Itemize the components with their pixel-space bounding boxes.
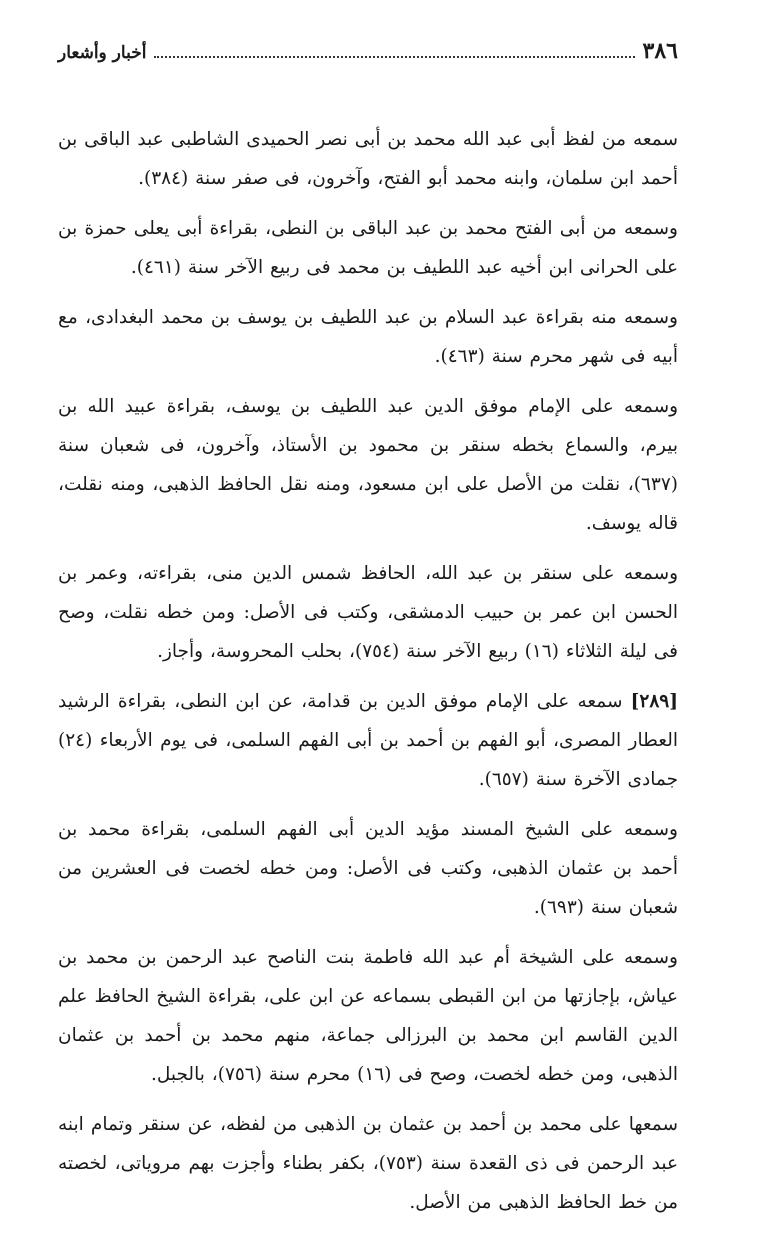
paragraph [58, 120, 678, 198]
paragraph [58, 387, 678, 543]
entry-number: [٢٨٩] [630, 691, 678, 712]
paragraph-text: سمعها على محمد بن أحمد بن عثمان بن الذهبى من لفظه، عن سنقر وتمام ابنه عبد الرحمن فى ذى القعدة سنة (٧٥٣)، بكفر بطناء وأجزت بهم مروياتى، لخصته من خط الحافظ الذهبى من الأصل. [58, 1114, 678, 1213]
paragraph [58, 682, 678, 799]
paragraph-text: وسمعه على الشيخة أم عبد الله فاطمة بنت الناصح عبد الرحمن بن محمد بن عياش، بإجازتها من ابن القبطى بسماعه عن ابن على، بقراءة الشيخ الحافظ علم الدين القاسم ابن محمد بن البرزالى جماعة، منهم محمد بن أحمد بن عثمان الذهبى، ومن خطه لخصت، وصح فى (١٦) محرم سنة (٧٥٦)، بالجبل. [58, 947, 678, 1085]
paragraph-text: وسمعه منه بقراءة عبد السلام بن عبد اللطيف بن يوسف بن محمد البغدادى، مع أبيه فى شهر محرم سنة (٤٦٣). [58, 307, 678, 367]
paragraph [58, 554, 678, 671]
page-number: ٣٨٦ [642, 38, 678, 64]
paragraph-text: وسمعه من أبى الفتح محمد بن عبد الباقى بن النطى، بقراءة أبى يعلى حمزة بن على الحرانى ابن أخيه عبد اللطيف بن محمد فى ربيع الآخر سنة (٤٦١). [58, 218, 678, 278]
paragraph [58, 1105, 678, 1222]
page-body [58, 120, 678, 1222]
paragraph [58, 209, 678, 287]
document-page [58, 38, 678, 1233]
paragraph-text: وسمعه على الإمام موفق الدين عبد اللطيف بن يوسف، بقراءة عبيد الله بن بيرم، والسماع بخطه سنقر بن محمود بن الأستاذ، وآخرون، فى شعبان سنة (٦٣٧)، نقلت من الأصل على ابن مسعود، ومنه نقل الحافظ الذهبى، ومنه نقلت، قاله يوسف. [58, 396, 678, 534]
dotted-leader [154, 55, 634, 58]
paragraph [58, 298, 678, 376]
paragraph-text: وسمعه على سنقر بن عبد الله، الحافظ شمس الدين منى، بقراءته، وعمر بن الحسن ابن عمر بن حبيب الدمشقى، وكتب فى الأصل: ومن خطه نقلت، وصح فى ليلة الثلاثاء (١٦) ربيع الآخر سنة (٧٥٤)، بحلب المحروسة، وأجاز. [58, 563, 678, 662]
paragraph [58, 938, 678, 1094]
running-title: أخبار وأشعار [58, 43, 147, 63]
paragraph-text: سمعه من لفظ أبى عبد الله محمد بن أبى نصر الحميدى الشاطبى عبد الباقى بن أحمد ابن سلمان، وابنه محمد أبو الفتح، وآخرون، فى صفر سنة (٣٨٤). [58, 129, 678, 189]
page-header [58, 38, 678, 68]
paragraph [58, 810, 678, 927]
paragraph-text: وسمعه على الشيخ المسند مؤيد الدين أبى الفهم السلمى، بقراءة محمد بن أحمد بن عثمان الذهبى، وكتب فى الأصل: ومن خطه لخصت فى العشرين من شعبان سنة (٦٩٣). [58, 819, 678, 918]
paragraph-text: سمعه على الإمام موفق الدين بن قدامة، عن ابن النطى، بقراءة الرشيد العطار المصرى، أبو الفهم بن أحمد بن أبى الفهم السلمى، فى يوم الأربعاء (٢٤) جمادى الآخرة سنة (٦٥٧). [58, 691, 678, 790]
